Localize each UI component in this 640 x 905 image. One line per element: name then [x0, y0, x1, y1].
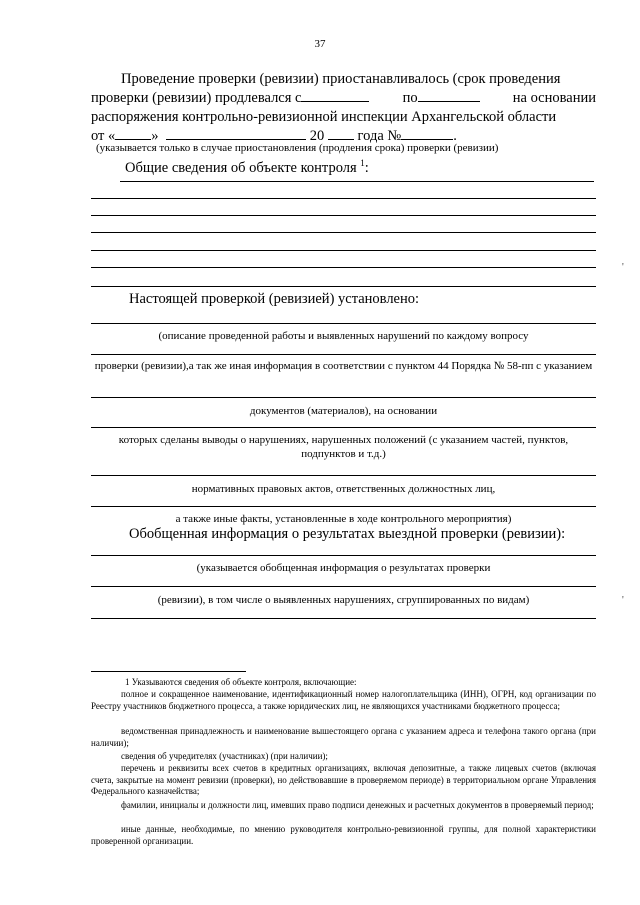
number-blank — [401, 127, 453, 140]
blank-line — [91, 286, 596, 287]
footnote-ref: 1 — [360, 158, 365, 168]
footnote-item: полное и сокращенное наименование, идентификационный номер налогоплательщика (ИНН), ОГРН, код организации по Реестру участников бюджетного процесса, а также юридических лиц, не являющихся участниками бюджетного процесса; — [91, 689, 596, 711]
instruction-5: нормативных правовых актов, ответственных должностных лиц, — [191, 483, 496, 495]
instruction-3: документов (материалов), на основании — [249, 405, 438, 417]
day-blank — [115, 127, 151, 140]
blank-line — [91, 323, 596, 324]
general-info-label: Общие сведения об объекте контроля — [125, 159, 357, 176]
established-heading: Настоящей проверкой (ревизией) установлено: — [129, 291, 420, 307]
instruction-4: которых сделаны выводы о нарушениях, нарушенных положений (с указанием частей, пунктов, подпунктов и т.д.) — [118, 434, 569, 460]
blank-line — [91, 555, 596, 556]
blank-line — [91, 215, 596, 216]
summary-note-2: (ревизии), в том числе о выявленных нарушениях, сгруппированных по видам) — [157, 594, 530, 606]
year-blank — [328, 127, 354, 140]
footnote-item: перечень и реквизиты всех счетов в кредитных организациях, включая депозитные, а также лицевых счетов (включая счета, закрытые на момент ревизии (проверки), но действовавшие в проверяемом периоде) в территориальном органе Управления Федерального казначейства; — [91, 763, 596, 796]
blank-line — [91, 354, 596, 355]
general-info-heading — [125, 154, 369, 178]
date-from-blank — [301, 89, 369, 102]
footnote-separator — [91, 671, 246, 672]
footnote-item: фамилии, инициалы и должности лиц, имевших право подписи денежных и расчетных документов в проверяемый период; — [121, 800, 594, 810]
date-close-quote: » — [151, 128, 159, 144]
footnote-item: иные данные, необходимые, по мнению руководителя контрольно-ревизионной группы, для полной характеристики проверенной организации. — [91, 824, 596, 846]
suspension-line-3: распоряжения контрольно-ревизионной инспекции Архангельской области — [91, 109, 557, 125]
margin-mark: ' — [622, 262, 624, 273]
date-to-blank — [418, 89, 480, 102]
blank-line — [91, 475, 596, 476]
blank-line — [91, 232, 596, 233]
instruction-1: (описание проведенной работы и выявленных нарушений по каждому вопросу — [158, 330, 529, 342]
suspension-line-1: Проведение проверки (ревизии) приостанавливалось (срок проведения — [121, 71, 561, 87]
footnote-item: сведения об учредителях (участниках) (при наличии); — [121, 751, 328, 761]
period: . — [453, 128, 457, 144]
footnote-item: ведомственная принадлежность и наименование вышестоящего органа с указанием адреса и телефона такого органа (при наличии); — [91, 726, 596, 748]
extension-from-label: проверки (ревизии) продлевался с — [91, 90, 302, 106]
suspension-line-2 — [91, 89, 596, 108]
page-number: 37 — [314, 38, 326, 50]
summary-note-1: (указывается обобщенная информация о результатах проверки — [196, 562, 491, 574]
instruction-6: а также иные факты, установленные в ходе контрольного мероприятия) — [175, 513, 512, 525]
blank-line — [91, 427, 596, 428]
blank-line — [91, 397, 596, 398]
month-blank — [166, 127, 306, 140]
year-prefix: 20 — [309, 128, 325, 144]
blank-line — [91, 586, 596, 587]
blank-line — [91, 198, 596, 199]
extension-to-label: по — [402, 90, 418, 106]
blank-line — [120, 181, 594, 182]
blank-line — [91, 250, 596, 251]
summary-heading: Обобщенная информация о результатах выездной проверки (ревизии): — [129, 526, 566, 542]
general-info-colon: : — [364, 159, 369, 176]
footnote-intro: 1 Указываются сведения об объекте контроля, включающие: — [125, 677, 357, 687]
instruction-2: проверки (ревизии),а так же иная информация в соответствии с пунктом 44 Порядка № 58-пп с указанием — [94, 360, 593, 372]
number-label: года № — [357, 128, 402, 144]
blank-line — [91, 267, 596, 268]
suspension-note: (указывается только в случае приостановления (продления срока) проверки (ревизии) — [96, 142, 499, 154]
blank-line — [91, 618, 596, 619]
blank-line — [91, 506, 596, 507]
margin-mark: ' — [622, 595, 624, 606]
on-basis-label: на основании — [512, 90, 596, 106]
date-open-quote: от « — [91, 128, 116, 144]
